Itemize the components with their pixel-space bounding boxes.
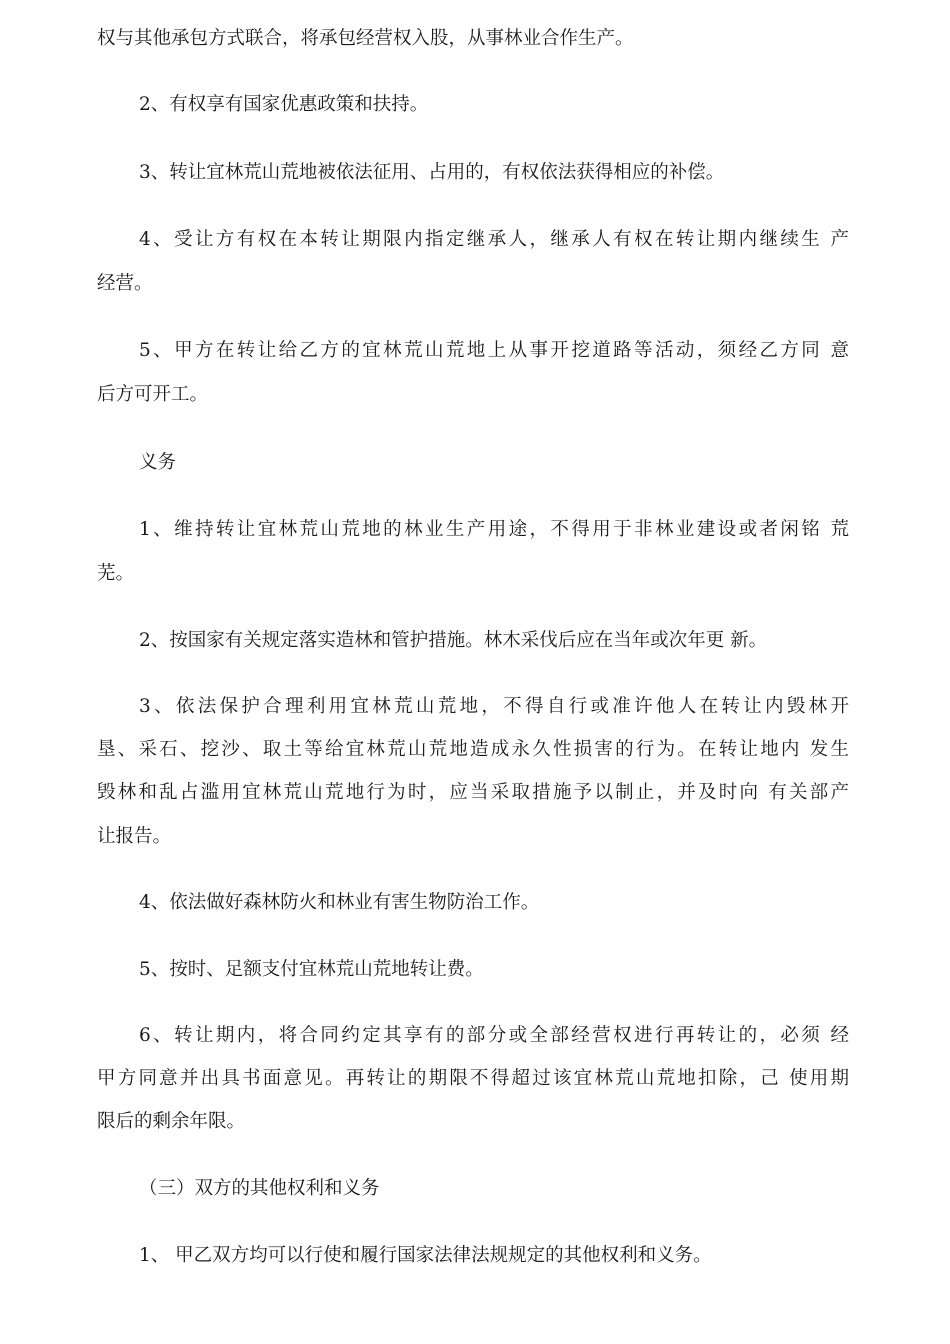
list-item-obligation: 3、依法保护合理利用宜林荒山荒地，不得自行或准许他人在转让内毁林开 bbox=[139, 696, 849, 717]
text-line: 垦、采石、挖沙、取土等给宜林荒山荒地造成永久性损害的行为。在转让地内 发生 bbox=[97, 739, 849, 760]
text-line: 权与其他承包方式联合，将承包经营权入股，从事林业合作生产。 bbox=[97, 28, 634, 49]
list-item-obligation: 5、按时、足额支付宜林荒山荒地转让费。 bbox=[139, 959, 484, 980]
list-item-right: 3、转让宜林荒山荒地被依法征用、占用的，有权依法获得相应的补偿。 bbox=[139, 162, 725, 183]
list-item-right: 2、有权享有国家优惠政策和扶持。 bbox=[139, 94, 429, 115]
text-line: 甲方同意并出具书面意见。再转让的期限不得超过该宜林荒山荒地扣除，己 使用期 bbox=[97, 1068, 849, 1089]
text-line: 限后的剩余年限。 bbox=[97, 1111, 246, 1132]
list-item-right: 4、受让方有权在本转让期限内指定继承人，继承人有权在转让期内继续生 产 bbox=[139, 229, 849, 250]
text-line: 芜。 bbox=[97, 563, 135, 584]
text-line: 让报告。 bbox=[97, 826, 172, 847]
section-heading-obligations: 义务 bbox=[139, 452, 177, 473]
list-item-obligation: 2、按国家有关规定落实造林和管护措施。林木采伐后应在当年或次年更 新。 bbox=[139, 630, 768, 651]
list-item-obligation: 4、依法做好森林防火和林业有害生物防治工作。 bbox=[139, 892, 540, 913]
text-line: 经营。 bbox=[97, 273, 153, 294]
text-line: 后方可开工。 bbox=[97, 384, 209, 405]
section-heading-other-rights: （三）双方的其他权利和义务 bbox=[139, 1178, 380, 1199]
list-item-obligation: 6、转让期内，将合同约定其享有的部分或全部经营权进行再转让的，必须 经 bbox=[139, 1025, 849, 1046]
list-item-other: 1、 甲乙双方均可以行使和履行国家法律法规规定的其他权利和义务。 bbox=[139, 1245, 712, 1266]
list-item-obligation: 1、维持转让宜林荒山荒地的林业生产用途，不得用于非林业建设或者闲铭 荒 bbox=[139, 519, 849, 540]
text-line: 毁林和乱占滥用宜林荒山荒地行为时，应当采取措施予以制止，并及时向 有关部产 bbox=[97, 782, 849, 803]
list-item-right: 5、甲方在转让给乙方的宜林荒山荒地上从事开挖道路等活动，须经乙方同 意 bbox=[139, 340, 849, 361]
